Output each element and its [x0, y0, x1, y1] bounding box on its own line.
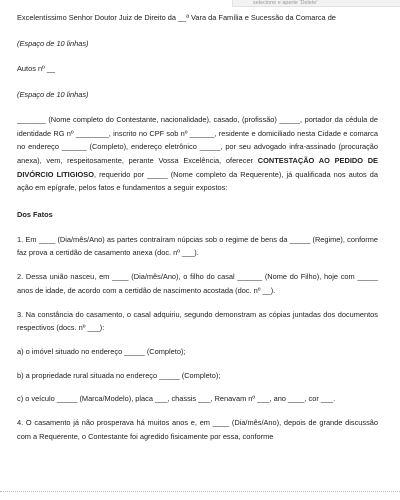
- fact-paragraph-3: 3. Na constância do casamento, o casal adquiriu, segundo demonstram as cópias juntadas dos documentos respectivos (docs. nº ___):: [17, 309, 378, 333]
- fact-paragraph-1: 1. Em ____ (Dia/mês/Ano) as partes contraíram núpcias sob o regime de bens da _____ (Regime), conforme faz prova a certidão de casamento anexa (doc. nº ___).: [17, 234, 378, 258]
- case-number: Autos nº __: [17, 64, 56, 74]
- court-address-line: Excelentíssimo Senhor Doutor Juiz de Direito da __ª Vara da Família e Sucessão da Comarca de: [17, 13, 336, 22]
- spacing-note: (Espaço de 10 linhas): [17, 90, 89, 100]
- petition-document: [17, 7, 378, 443]
- page-cut-divider: [0, 491, 400, 500]
- section-title: Dos Fatos: [17, 210, 53, 220]
- delete-hint: selecione e aperte 'Delete': [232, 0, 400, 7]
- fact-paragraph-4: 4. O casamento já não prosperava há muitos anos e, em ____ (Dia/mês/Ano), depois de grande discussão com a Requerente, o Contestante foi agredido fisicamente por essa, conforme: [17, 418, 378, 441]
- asset-item-b: b) a propriedade rural situada no endereço _____ (Completo);: [17, 370, 221, 380]
- intro-text: _______ (Nome completo do Contestante, nacionalidade), casado, (profissão) _____, portador da cédula de identidade RG nº ________, inscrito no CPF sob nº ______, residente e domiciliado nesta Cidade e comarca no endereço ______ (Completo), endereço eletrônico _____, por seu advogado infra-assinado (procuração anexa), vem, respeitosamente, perante Vossa Excelência, oferecer: [17, 114, 378, 165]
- asset-item-a: a) o imóvel situado no endereço _____ (Completo);: [17, 346, 186, 356]
- petition-title: CONTESTAÇÃO AO PEDIDO DE DIVÓRCIO LITIGIOSO: [17, 155, 378, 179]
- asset-item-c: c) o veículo _____ (Marca/Modelo), placa ___, chassis ___, Renavam nº ___, ano ____, cor ___.: [17, 394, 336, 404]
- spacing-note: (Espaço de 10 linhas): [17, 38, 89, 48]
- intro-paragraph: [17, 113, 378, 195]
- fact-paragraph-2: 2. Dessa união nasceu, em ____ (Dia/mês/Ano), o filho do casal ______ (Nome do Filho), hoje com _____ anos de idade, de acordo com a certidão de nascimento acostada (doc. nº __).: [17, 272, 378, 295]
- intro-text-end: , requerido por _____ (Nome completo da Requerente), já qualificada nos autos da ação em epígrafe, pelos fatos e fundamentos a seguir expostos:: [17, 169, 378, 193]
